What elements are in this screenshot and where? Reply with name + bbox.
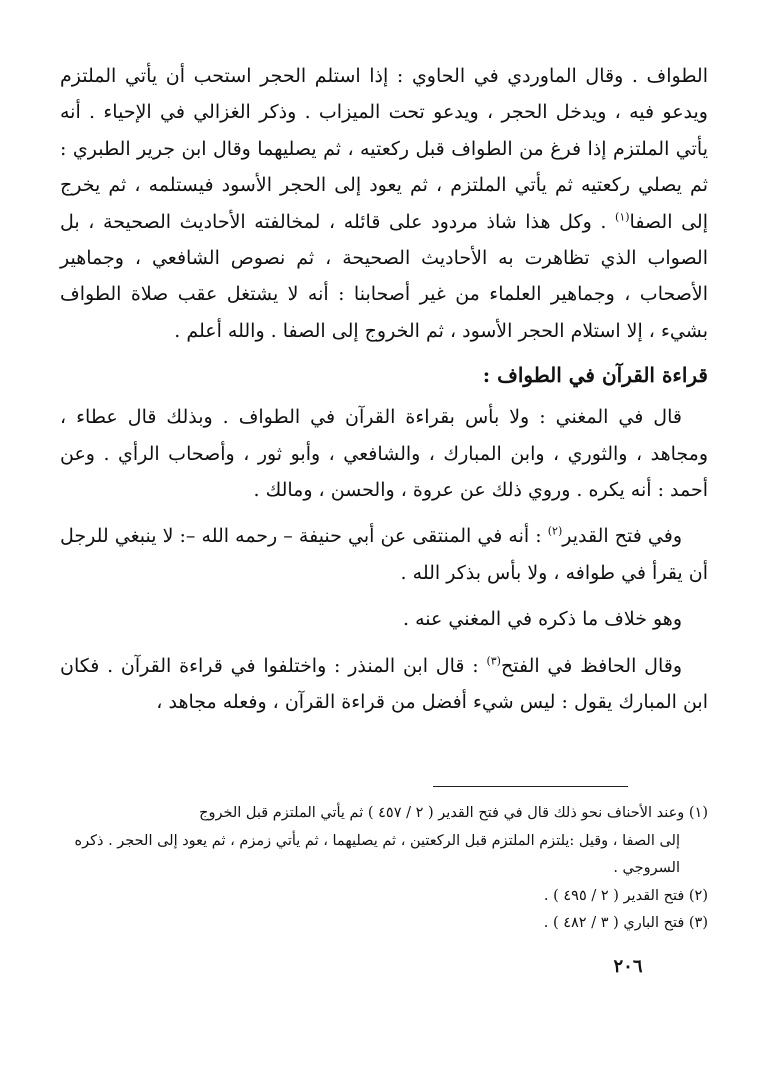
paragraph-1-tail: . وكل هذا شاذ مردود على قائله ، لمخالفته الأحاديث الصحيحة ، بل الصواب الذي تظاهرت به الأحاديث الصحيحة ، ثم نصوص الشافعي ، وجماهير الأصحاب ، وجماهير العلماء من غير أصحابنا : أنه لا يشتغل عقب صلاة الطواف بشيء ، إلا استلام الحجر الأسود ، ثم الخروج إلى الصفا . والله أعلم . (60, 210, 708, 342)
paragraph-3-tail: : أنه في المنتقى عن أبي حنيفة – رحمه الله –: لا ينبغي للرجل أن يقرأ في طوافه ، ولا بأس بذكر الله . (60, 525, 708, 584)
footnote-3: (٣) فتح الباري ( ٣ / ٤٨٢ ) . (543, 915, 708, 932)
footnote-2: (٢) فتح القدير ( ٢ / ٤٩٥ ) . (543, 887, 708, 904)
footnotes (60, 800, 708, 938)
footnote-ref-2[interactable]: (٢) (547, 525, 563, 539)
footnote-divider (433, 786, 628, 787)
footnote-1 (60, 800, 708, 883)
section-heading: قراءة القرآن في الطواف : (482, 363, 708, 388)
paragraph-4: وهو خلاف ما ذكره في المغني عنه . (403, 608, 682, 631)
paragraph-1-text: الطواف . وقال الماوردي في الحاوي : إذا استلم الحجر استحب أن يأتي الملتزم ويدعو فيه ، ويدخل الحجر ، ويدعو تحت الميزاب . وذكر الغزالي في الإحياء . أنه يأتي الملتزم إذا فرغ من الطواف قبل ركعتيه ، ثم يصليهما وقال ابن جرير الطبري : ثم يصلي ركعتيه ثم يأتي الملتزم ، ثم يعود إلى الحجر الأسود فيستلمه ، ثم يخرج إلى الصفا (60, 65, 708, 233)
paragraph-5 (60, 648, 708, 721)
paragraph-3-text: وفي فتح القدير (562, 525, 682, 548)
page-number: ٢٠٦ (613, 956, 643, 977)
paragraph-5-tail: : قال ابن المنذر : واختلفوا في قراءة القرآن . فكان ابن المبارك يقول : ليس شيء أفضل من قراءة القرآن ، وفعله مجاهد ، (60, 654, 708, 714)
footnote-ref-3[interactable]: (٣) (486, 654, 501, 668)
paragraph-3 (60, 518, 708, 591)
paragraph-2: قال في المغني : ولا بأس بقراءة القرآن في الطواف . وبذلك قال عطاء ، ومجاهد ، والثوري ، وابن المبارك ، والشافعي ، وأبو ثور ، وأصحاب الرأي . وعن أحمد : أنه يكره . وروي ذلك عن عروة ، والحسن ، ومالك . (60, 406, 708, 502)
footnote-ref-1[interactable]: (١) (615, 210, 630, 224)
main-text (60, 58, 708, 721)
paragraph-5-text: وقال الحافظ في الفتح (500, 654, 682, 677)
paragraph-1 (60, 58, 708, 349)
footnote-1-line-1: (١) وعند الأحناف نحو ذلك قال في فتح القدير ( ٢ / ٤٥٧ ) ثم يأتي الملتزم قبل الخروج (199, 805, 708, 821)
footnote-1-line-2: إلى الصفا ، وقيل :يلتزم الملتزم قبل الركعتين ، ثم يصليهما ، ثم يأتي زمزم ، ثم يعود إلى الحجر . ذكره السروجي . (74, 832, 680, 877)
